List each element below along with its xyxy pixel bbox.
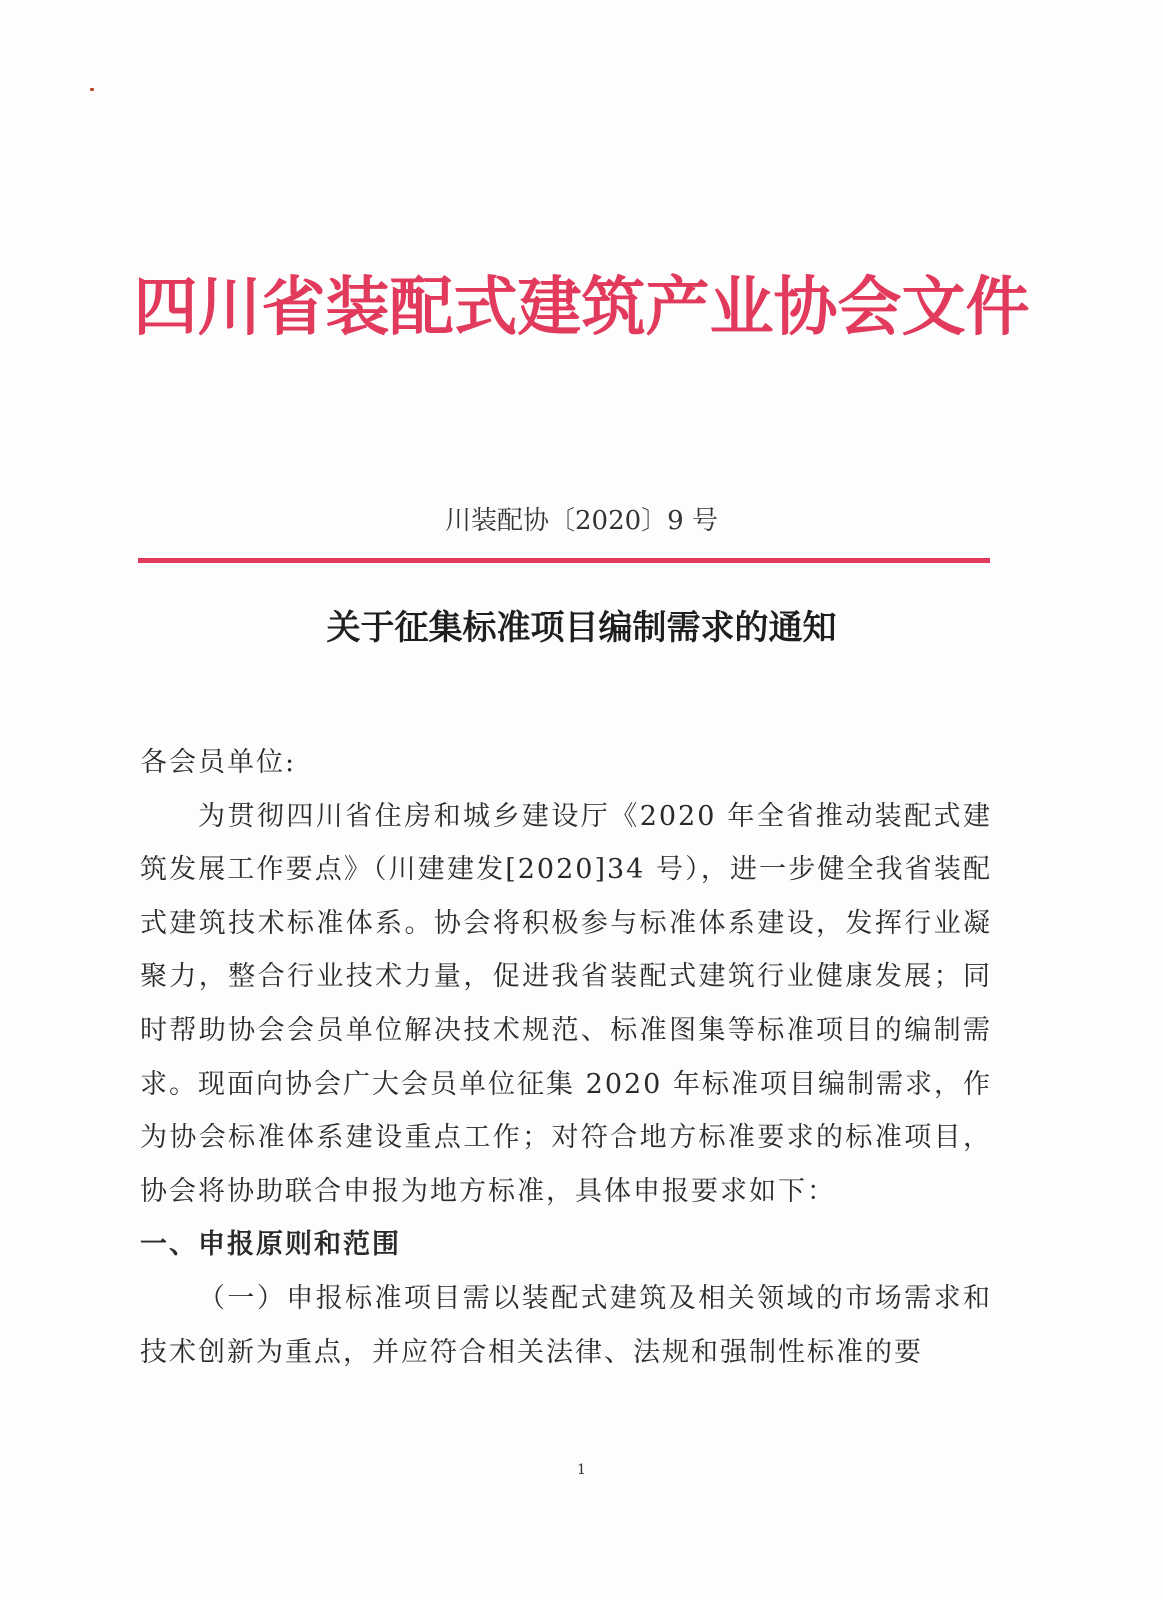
salutation: 各会员单位: [140, 747, 297, 778]
body-paragraph: 为贯彻四川省住房和城乡建设厅《2020 年全省推动装配式建筑发展工作要点》（川建建发[2020]34 号），进一步健全我省装配式建筑技术标准体系。协会将积极参与标准体系建设，发挥行业凝聚力，整合行业技术力量，促进我省装配式建筑行业健康发展；同时帮助协会会员单位解决技术规范、标准图集等标准项目的编制需求。现面向协会广大会员单位征集 2020 年标准项目编制需求，作为协会标准体系建设重点工作；对符合地方标准要求的标准项目，协会将协助联合申报为地方标准，具体申报要求如下： [140, 800, 992, 1207]
document-body [140, 736, 992, 1379]
document-number: 川装配协〔2020〕9 号 [445, 506, 718, 536]
organization-header-title: 四川省装配式建筑产业协会文件 [133, 270, 1030, 345]
body-paragraph: （一）申报标准项目需以装配式建筑及相关领域的市场需求和技术创新为重点，并应符合相关法律、法规和强制性标准的要 [140, 1282, 992, 1368]
page-number: 1 [577, 1462, 586, 1478]
red-separator-line [138, 558, 990, 563]
scan-speck [90, 88, 94, 91]
section-heading: 一、申报原则和范围 [140, 1229, 401, 1261]
notice-title: 关于征集标准项目编制需求的通知 [326, 608, 837, 648]
